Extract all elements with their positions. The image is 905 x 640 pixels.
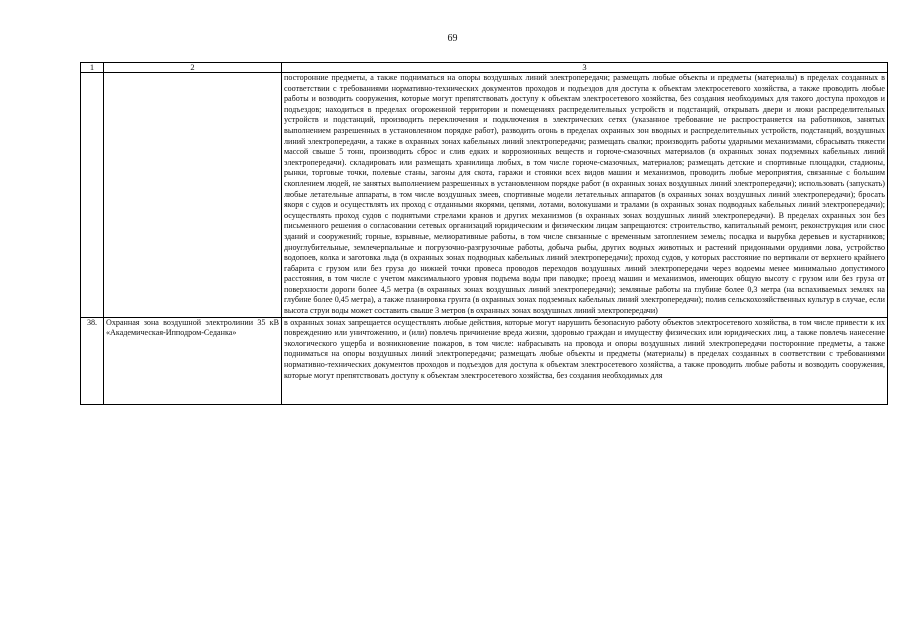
table-row-continuation bbox=[81, 73, 888, 318]
page-number: 69 bbox=[447, 33, 458, 44]
zone-name-cell: Охранная зона воздушной электролинии 35 кВ «Академическая-Ипподром-Седанка» bbox=[104, 317, 282, 404]
header-col-3: 3 bbox=[282, 63, 888, 73]
zone-name-cell bbox=[104, 73, 282, 318]
regulation-table bbox=[80, 62, 888, 405]
row-number-cell bbox=[81, 73, 104, 318]
header-col-2: 2 bbox=[104, 63, 282, 73]
header-col-1: 1 bbox=[81, 63, 104, 73]
row-number-cell: 38. bbox=[81, 317, 104, 404]
table-header-row bbox=[81, 63, 888, 73]
restrictions-text: посторонние предметы, а также подниматься на опоры воздушных линий электропередачи; размещать любые объекты и предметы (материалы) в пределах созданных в соответствии с требованиями нормативно-технических документов проходов и подъездов для доступа к объектам электросетевого хозяйства, а также проводить любые работы и возводить сооружения, которые могут препятствовать доступу к объектам электросетевого хозяйства, без создания необходимых для такого доступа проходов и подъездов; находиться в пределах огороженной территории и помещениях распределительных устройств и подстанций, открывать двери и люки распределительных устройств и подстанций, производить переключения и подключения в электрических сетях (указанное требование не распространяется на работников, занятых выполнением разрешенных в установленном порядке работ), разводить огонь в пределах охранных зон вводных и распределительных устройств, подстанций, воздушных линий электропередачи, а также в охранных зонах кабельных линий электропередачи; размещать свалки; производить работы ударными механизмами, сбрасывать тяжести массой свыше 5 тонн, производить сброс и слив едких и коррозионных веществ и горюче-смазочных материалов (в охранных зонах подземных кабельных линий электропередачи). складировать или размещать хранилища любых, в том числе горюче-смазочных, материалов; размещать детские и спортивные площадки, стадионы, рынки, торговые точки, полевые станы, загоны для скота, гаражи и стоянки всех видов машин и механизмов, проводить любые мероприятия, связанные с большим скоплением людей, не занятых выполнением разрешенных в установленном порядке работ (в охранных зонах воздушных линий электропередачи); использовать (запускать) любые летательные аппараты, в том числе воздушных змеев, спортивные модели летательных аппаратов (в охранных зонах воздушных линий электропередачи); бросать якоря с судов и осуществлять их проход с отданными якорями, цепями, лотами, волокушами и тралами (в охранных зонах подводных кабельных линий электропередачи); осуществлять проход судов с поднятыми стрелами кранов и других механизмов (в охранных зонах воздушных линий электропередачи). В пределах охранных зон без письменного решения о согласовании сетевых организаций юридическим и физическим лицам запрещаются: строительство, капитальный ремонт, реконструкция или снос зданий и сооружений; горные, взрывные, мелиоративные работы, в том числе связанные с временным затоплением земель; посадка и вырубка деревьев и кустарников; дноуглубительные, землечерпальные и погрузочно-разгрузочные работы, добыча рыбы, других водных животных и растений придонными орудиями лова, устройство водопоев, колка и заготовка льда (в охранных зонах подводных кабельных линий электропередачи); проход судов, у которых расстояние по вертикали от верхнего крайнего габарита с грузом или без груза до нижней точки провеса проводов переходов воздушных линий электропередачи через водоемы менее минимально допустимого расстояния, в том числе с учетом максимального уровня подъема воды при паводке; проезд машин и механизмов, имеющих общую высоту с грузом или без груза от поверхности дороги более 4,5 метра (в охранных зонах воздушных линий электропередачи); земляные работы на глубине более 0,3 метра (на вспахиваемых землях на глубине более 0,45 метра), а также планировка грунта (в охранных зонах подземных кабельных линий электропередачи); полив сельскохозяйственных культур в случае, если высота струи воды может составить свыше 3 метров (в охранных зонах воздушных линий электропередачи) bbox=[282, 73, 888, 318]
restrictions-cell bbox=[282, 317, 888, 404]
restrictions-text: в охранных зонах запрещается осуществлять любые действия, которые могут нарушить безопасную работу объектов электросетевого хозяйства, в том числе привести к их повреждению или уничтожению, и (или) повлечь причинение вреда жизни, здоровью граждан и имуществу физических или юридических лиц, а также повлечь нанесение экологического ущерба и возникновение пожаров, в том числе: набрасывать на провода и опоры воздушных линий электропередачи посторонние предметы, а также подниматься на опоры воздушных линий электропередачи; размещать любые объекты и предметы (материалы) в пределах созданных в соответствии с требованиями нормативно-технических документов проходов и подъездов для доступа к объектам электросетевого хозяйства, а также проводить любые работы и возводить сооружения, которые могут препятствовать доступу к объектам электросетевого хозяйства, без создания необходимых для bbox=[284, 317, 885, 380]
table-row-38 bbox=[81, 317, 888, 404]
